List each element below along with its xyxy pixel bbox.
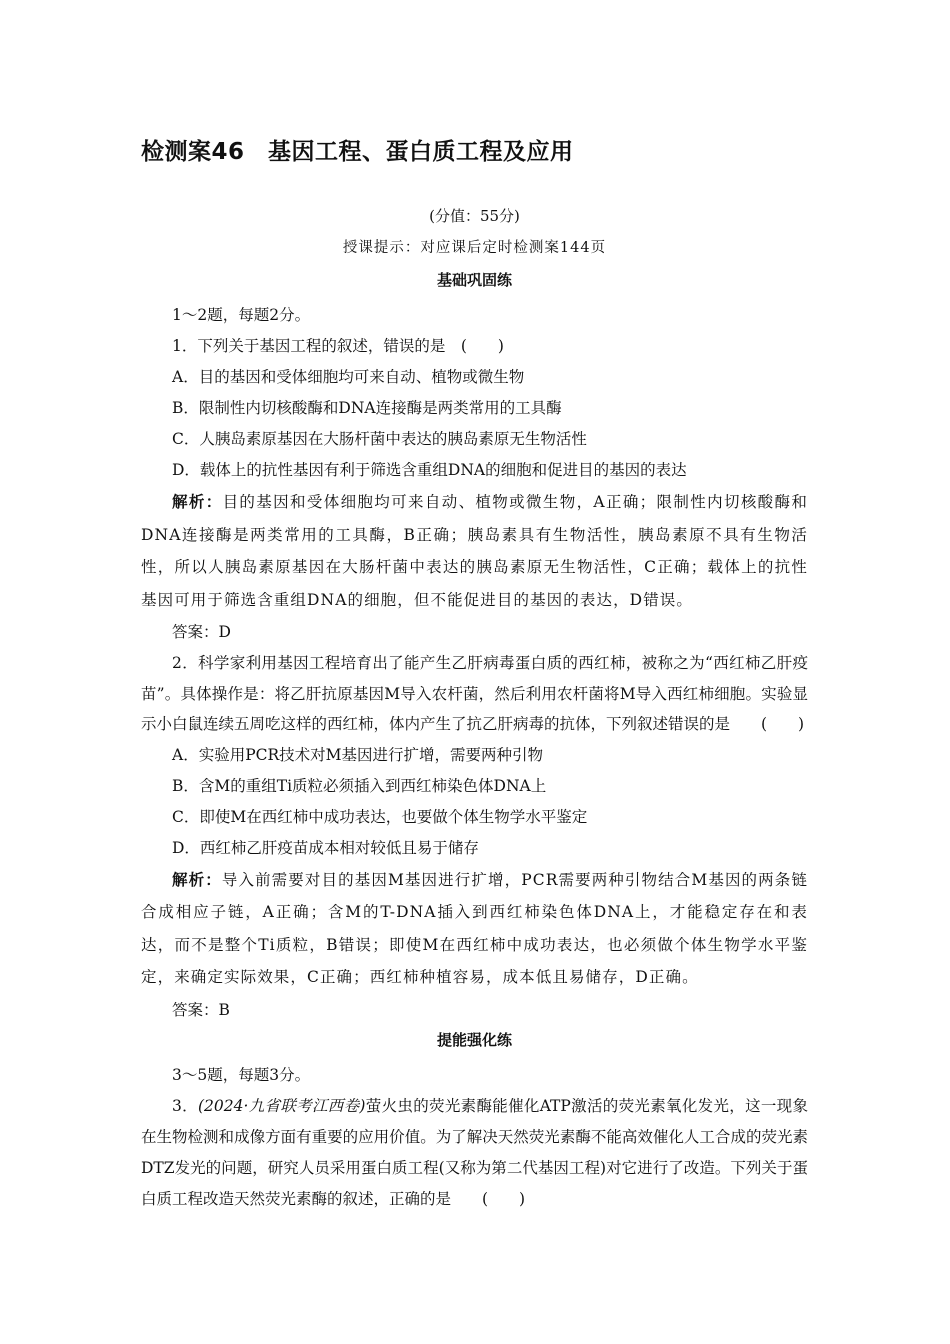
answer: 答案：B bbox=[172, 1000, 230, 1019]
question-1 bbox=[141, 331, 808, 648]
question-3 bbox=[141, 1091, 808, 1215]
option-d: D．载体上的抗性基因有利于筛选含重组DNA的细胞和促进目的基因的表达 bbox=[172, 461, 687, 479]
page-title: 检测案46 基因工程、蛋白质工程及应用 bbox=[141, 139, 574, 165]
question-stem: 1．下列关于基因工程的叙述，错误的是 ( ) bbox=[172, 337, 504, 355]
option-a: A．目的基因和受体细胞均可来自动、植物或微生物 bbox=[172, 368, 525, 386]
analysis-label: 解析： bbox=[172, 493, 223, 511]
answer: 答案：D bbox=[172, 623, 231, 641]
section-heading-basic: 基础巩固练 bbox=[436, 271, 512, 289]
question-text: 萤火虫的荧光素酶能催化ATP激活的荧光素氧化发光，这一现象在生物检测和成像方面有重要的应用价值。为了解决天然荧光素酶不能高效催化人工合成的荧光素DTZ发光的问题，研究人员采用蛋白质工程(又称为第二代基因工程)对它进行了改造。下列关于蛋白质工程改造天然荧光素酶的叙述，正确的是 ( ) bbox=[141, 1096, 808, 1208]
score-note: (分值：55分) bbox=[429, 207, 520, 225]
question-stem: 2．科学家利用基因工程培育出了能产生乙肝病毒蛋白质的西红柿，被称之为“西红柿乙肝疫苗”。具体操作是：将乙肝抗原基因M导入农杆菌，然后利用农杆菌将M导入西红柿细胞。实验显示小白鼠连续五周吃这样的西红柿，体内产生了抗乙肝病毒的抗体，下列叙述错误的是 ( ) bbox=[141, 654, 808, 733]
analysis-text: 目的基因和受体细胞均可来自动、植物或微生物，A正确；限制性内切核酸酶和DNA连接酶是两类常用的工具酶，B正确；胰岛素具有生物活性，胰岛素原不具有生物活性，所以人胰岛素原基因在大肠杆菌中表达的胰岛素原无生物活性，C正确；载体上的抗性基因可用于筛选含重组DNA的细胞，但不能促进目的基因的表达，D错误。 bbox=[141, 493, 808, 609]
analysis-label: 解析： bbox=[172, 870, 222, 889]
option-c: C．即使M在西红柿中成功表达，也要做个体生物学水平鉴定 bbox=[172, 807, 588, 826]
question-2 bbox=[141, 648, 808, 1026]
option-a: A．实验用PCR技术对M基因进行扩增，需要两种引物 bbox=[172, 745, 544, 764]
question-source: (2024·九省联考江西卷) bbox=[198, 1096, 366, 1115]
analysis-text: 导入前需要对目的基因M基因进行扩增，PCR需要两种引物结合M基因的两条链合成相应子链，A正确；含M的T-DNA插入到西红柿染色体DNA上，才能稳定存在和表达，而不是整个Ti质粒，B错误；即使M在西红柿中成功表达，也必须做个体生物学水平鉴定，来确定实际效果，C正确；西红柿种植容易，成本低且易储存，D正确。 bbox=[141, 870, 808, 986]
group-note-2: 3～5题，每题3分。 bbox=[172, 1065, 311, 1084]
option-b: B．限制性内切核酸酶和DNA连接酶是两类常用的工具酶 bbox=[172, 399, 562, 417]
question-number: 3． bbox=[172, 1096, 198, 1115]
teaching-hint: 授课提示：对应课后定时检测案144页 bbox=[342, 240, 607, 256]
analysis bbox=[141, 864, 808, 994]
section-heading-advanced: 提能强化练 bbox=[436, 1030, 512, 1049]
group-note-1: 1～2题，每题2分。 bbox=[172, 306, 311, 324]
analysis bbox=[141, 486, 808, 616]
question-stem bbox=[141, 1091, 808, 1215]
option-d: D．西红柿乙肝疫苗成本相对较低且易于储存 bbox=[172, 838, 479, 857]
option-c: C．人胰岛素原基因在大肠杆菌中表达的胰岛素原无生物活性 bbox=[172, 430, 587, 448]
option-b: B．含M的重组Ti质粒必须插入到西红柿染色体DNA上 bbox=[172, 776, 547, 795]
